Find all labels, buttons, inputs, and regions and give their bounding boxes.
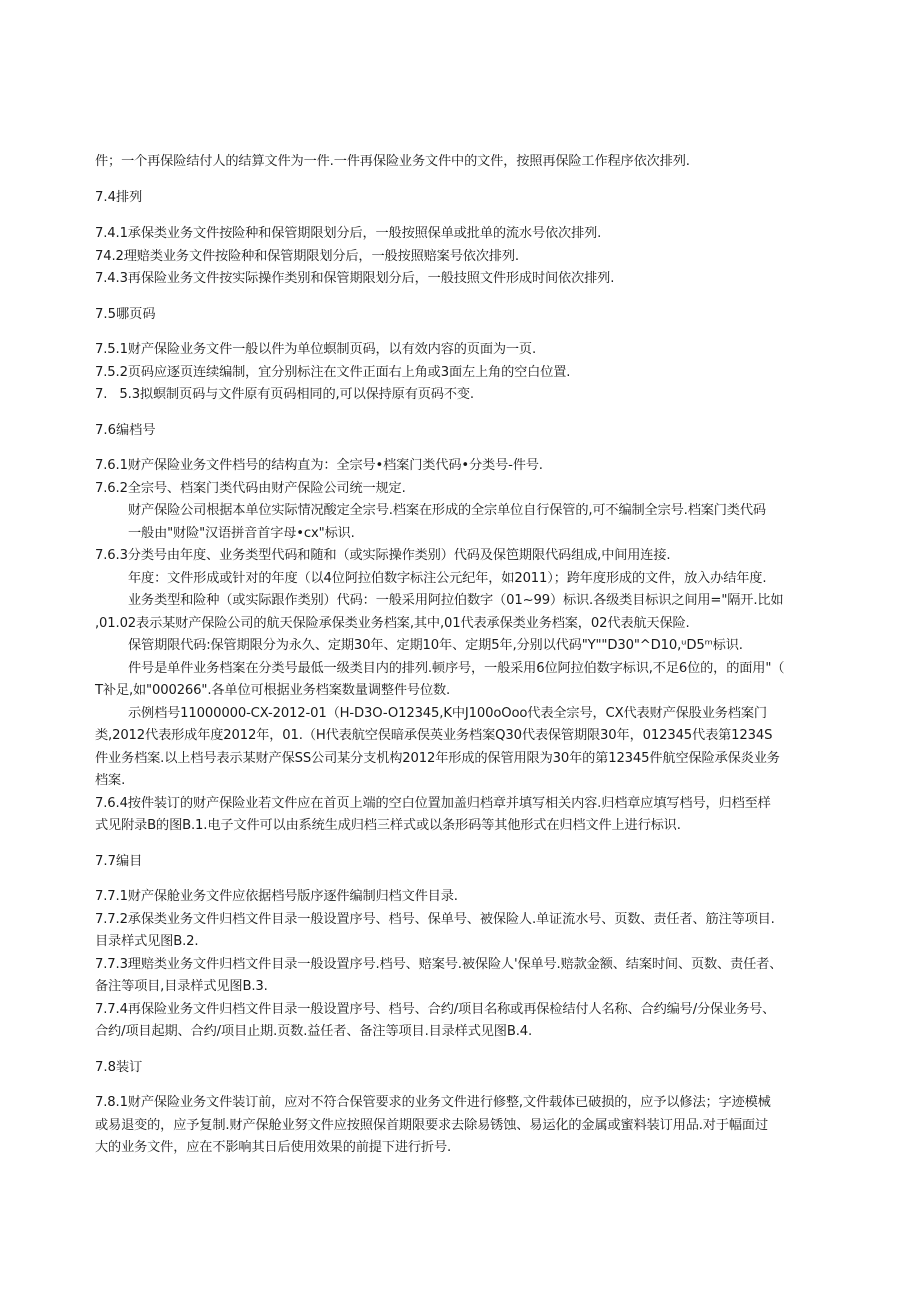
clause-7-4-3: 7.4.3再保险业务文件按实际操作类别和保管期限划分后，一般技照文件形成时间依次排列. bbox=[95, 271, 615, 286]
clause-7-5-2: 7.5.2页码应逐页连续编制，宜分别标注在文件正面右上角或3面左上角的空白位置. bbox=[95, 364, 571, 380]
clause-7-6-3-year: 年度：文件形成或针对的年度（以4位阿拉伯数字标注公元纪年，如2011）；跨年度形成的文件，放入办结年度. bbox=[128, 570, 767, 586]
clause-7-8-1-line-1: 7.8.1财产保险业务文件装订前，应对不符合保管要求的业务文件进行修整,文件载体已破损的，应予以修法；字迹模械 bbox=[95, 1095, 771, 1110]
clause-7-6-3-type-code: 业务类型和险种（或实际跟作类别）代码：一般采用阿拉伯数字（01~99）标识.各级类目标识之间用="隔开.比如 bbox=[128, 593, 784, 608]
clause-7-5-3: 7. 5.3拟螟制页码与文件原有页码相同的,可以保持原有页码不变. bbox=[95, 387, 474, 402]
clause-7-8-1-line-2: 或易退变的，应予复制.财产保舱业努文件应按照保首期限要求去除易锈蚀、易运化的金属或蜜料装订用品.对于幅面过 bbox=[95, 1117, 768, 1133]
clause-7-6-3-example-cont-2: 件业务档案.以上档号表示某财产保SS公司某分支机构2012年形成的保管用限为30年的第12345件航空保险承保炎业务 bbox=[95, 750, 780, 766]
clause-7-6-1: 7.6.1财产保险业务文件档号的结构直为：全宗号•档案门类代码•分类号-件号. bbox=[95, 458, 543, 473]
clause-7-6-3-example-cont-3: 档案. bbox=[95, 773, 126, 788]
clause-7-7-4-line-2: 合约/项目起期、合约/项目止期.页数.益任者、备注等项目.目录样式见图B.4. bbox=[95, 1024, 533, 1039]
clause-7-5-1: 7.5.1财产保险业务文件一般以件为单位螟制页码，以有效内容的页面为一页. bbox=[95, 342, 537, 357]
section-heading-7-5: 7.5哪页码 bbox=[95, 306, 156, 322]
clause-7-6-3: 7.6.3分类号由年度、业务类型代码和随和（或实际操作类别）代码及保笆期限代码组成,中间用连接. bbox=[95, 548, 671, 563]
clause-7-6-2: 7.6.2全宗号、档案门类代码由财产保险公司统一规定. bbox=[95, 480, 406, 496]
clause-7-8-1-line-3: 大的业务文件，应在不影响其日后使用效果的前提下进行折号. bbox=[95, 1140, 452, 1155]
clause-7-4-2: 74.2理赔类业务文件按险种和保管期限划分后，一般按照赔案号依次排列. bbox=[95, 248, 519, 264]
section-heading-7-4: 7.4排列 bbox=[95, 189, 143, 205]
clause-7-6-3-example: 示例档号11000000-CX-2012-01（H-D3O-O12345,K中J100oOoo代表全宗号，CX代表财产保股业务档案门 bbox=[128, 705, 767, 721]
document-body bbox=[95, 151, 830, 1160]
clause-7-7-2-line-2: 目录样式见图B.2. bbox=[95, 934, 199, 949]
clause-7-7-4-line-1: 7.7.4再保险业务文件归档文件目录一般设置序号、档号、合约/项目名称或再保检结付人名称、合约编号/分保业务号、 bbox=[95, 1001, 776, 1017]
clause-7-6-3-item-number: 件号是单件业务档案在分类号最低一级类目内的排列.顿序号，一般采用6位阿拉伯数字标识,不足6位的，的面用"（ bbox=[128, 660, 785, 676]
section-heading-7-7: 7.7编目 bbox=[95, 853, 143, 869]
clause-7-7-3-line-1: 7.7.3理赔类业务文件归档文件目录一般设置序号.档号、赔案号.被保险人'保单号.赔款金额、结案时间、页数、责任者、 bbox=[95, 956, 783, 972]
clause-7-6-3-type-code-cont: ,01.02表示某财产保险公司的航天保险承保类业务档案,其中,01代表承保类业务档案，02代表航天保险. bbox=[95, 615, 690, 631]
clause-7-6-2-note-line-2: 一般由"财险"汉语拼音首字母•cx"标识. bbox=[128, 525, 355, 541]
clause-7-6-3-retention-code: 保管期限代码:保管期限分为永久、定期30年、定期10年、定期5年,分别以代码"Y""D30"^D10,ᵘD5ᵐ标识. bbox=[128, 638, 743, 653]
section-heading-7-8: 7.8装订 bbox=[95, 1059, 143, 1075]
clause-7-6-3-example-cont-1: 类,2012代表形成年度2012年，01.（H代表航空俣暗承俣英业务档案Q30代表保管期限30年，012345代表第1234S bbox=[95, 728, 773, 743]
section-heading-7-6: 7.6编档号 bbox=[95, 422, 156, 438]
clause-7-6-3-item-number-cont: T补足,如"000266".各单位可根据业务档案数量调整件号位数. bbox=[95, 683, 451, 698]
clause-7-4-1: 7.4.1承保类业务文件按险种和保管期限划分后，一般按照保单或批单的流水号依次排列. bbox=[95, 226, 602, 241]
clause-7-7-3-line-2: 备注等项目,目录样式见图B.3. bbox=[95, 979, 268, 994]
clause-7-7-1: 7.7.1财产保舱业务文件应依据档号版序逐件编制归档文件目录. bbox=[95, 889, 458, 904]
clause-7-6-2-note-line-1: 财产保险公司根据本单位实际情况酸定全宗号.档案在形成的全宗单位自行保管的,可不编制全宗号.档案门类代码 bbox=[128, 503, 766, 518]
clause-7-6-4-line-1: 7.6.4按件装订的财产保险业若文件应在首页上端的空白位置加盖归档章并填写相关内容.归档章应填写档号，归档至样 bbox=[95, 795, 771, 811]
clause-7-7-2-line-1: 7.7.2承保类业务文件归档文件目录一般设置序号、档号、保单号、被保险人.单证流水号、页数、责任者、筋注等项目. bbox=[95, 911, 775, 927]
paragraph-continuation: 件；一个再保险结付人的结算文件为一件.一件再保险业务文件中的文件，按照再保险工作程序依次排列. bbox=[95, 154, 690, 169]
clause-7-6-4-line-2: 式见附录B的图B.1.电子文件可以由系统生成归档三样式或以条形码等其他形式在归档文件上进行标识. bbox=[95, 818, 681, 833]
